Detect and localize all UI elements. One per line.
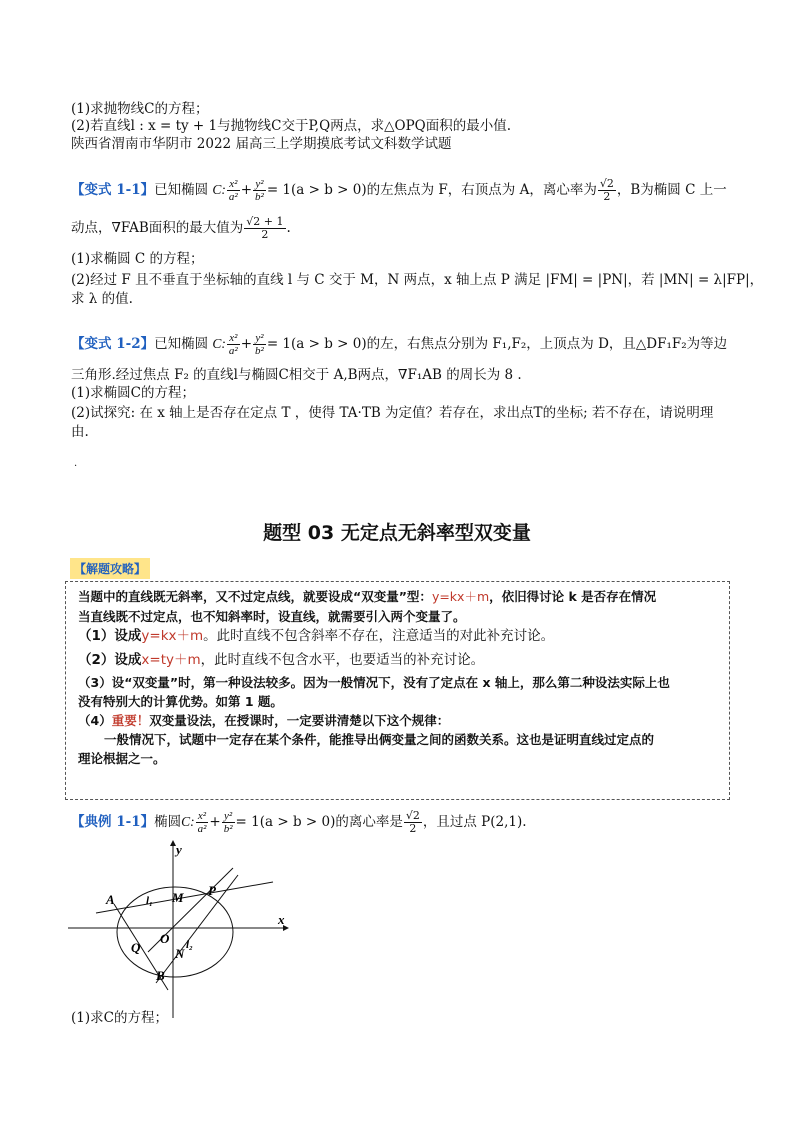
plus: + — [240, 182, 253, 198]
text: (a > b > 0)的左焦点为 F，右顶点为 A，离心率为 — [291, 182, 597, 198]
den: 2 — [261, 228, 269, 241]
label-l1: l₁ — [146, 895, 153, 907]
variation-1-2-line2: 三角形.经过焦点 F₂ 的直线l与椭圆C相交于 A,B两点，∇F₁AB 的周长为 8 . — [71, 367, 522, 383]
fraction-y2-b2 — [222, 810, 235, 835]
tips-line-5: （3）设“双变量”时，第一种设法较多。因为一般情况下，没有了定点在 x 轴上，那么第二种设法实际上也 — [78, 675, 670, 690]
num: y² — [253, 178, 266, 191]
label-q: Q — [131, 940, 141, 955]
example-1-1 — [71, 810, 527, 835]
num: y² — [222, 810, 235, 823]
math-c: C: — [212, 336, 226, 351]
num: √2 + 1 — [246, 215, 284, 228]
num: x² — [227, 332, 240, 345]
tips-line-8: 一般情况下，试题中一定存在某个条件，能推导出俩变量之间的函数关系。这也是证明直线过定点的 — [104, 732, 655, 747]
plus: + — [240, 336, 253, 352]
variation-1-2-q1: (1)求椭圆C的方程； — [71, 385, 195, 401]
formula: y=kx＋m — [141, 628, 204, 644]
den: a² — [228, 191, 238, 203]
variation-1-2-q2: (2)试探究: 在 x 轴上是否存在定点 T ，使得 TA·TB 为定值？若存在，求出点T的坐标; 若不存在，请说明理 — [71, 405, 714, 421]
tips-line-9: 理论根据之一。 — [78, 751, 166, 766]
tips-line-2: 当直线既不过定点，也不知斜率时，设直线，就需要引入两个变量了。 — [78, 609, 466, 624]
formula: x=ty＋m — [141, 652, 201, 668]
text: 。此时直线不包含斜率不存在，注意适当的对此补充讨论。 — [203, 628, 555, 644]
text: 动点，∇FAB面积的最大值为 — [71, 220, 244, 236]
eq: = 1 — [266, 182, 292, 198]
math-c: C: — [212, 182, 226, 197]
text: （2）设成 — [78, 652, 142, 668]
tips-line-4 — [78, 652, 484, 669]
tips-line-3 — [78, 628, 554, 645]
fraction-y2-b2 — [253, 332, 266, 357]
den: 2 — [603, 190, 611, 203]
example-tag: 【典例 1-1】 — [71, 814, 155, 830]
text: (a > b > 0)的左，右焦点分别为 F₁,F₂，上顶点为 D，且△DF₁F₂为等边 — [291, 336, 728, 352]
text: . — [286, 220, 291, 236]
label-y: y — [176, 842, 182, 857]
fraction-y2-b2 — [253, 178, 266, 203]
den: a² — [197, 823, 207, 835]
variation-1-1-q2: (2)经过 F 且不垂直于坐标轴的直线 l 与 C 交于 M，N 两点，x 轴上点 P 满足 |FM| = |PN|，若 |MN| = λ|FP|， — [71, 272, 764, 288]
variation-tag: 【变式 1-2】 — [71, 336, 155, 352]
top-question-1: (1)求抛物线C的方程； — [71, 101, 209, 117]
variation-tag: 【变式 1-1】 — [71, 182, 155, 198]
source-line: 陕西省渭南市华阴市 2022 届高三上学期摸底考试文科数学试题 — [71, 136, 452, 152]
label-p: P — [208, 883, 216, 898]
num: y² — [253, 332, 266, 345]
fraction-x2-a2 — [227, 332, 240, 357]
fraction-sqrt2-2 — [598, 178, 616, 203]
eq: = 1 — [266, 336, 292, 352]
label-o: O — [160, 931, 170, 946]
fraction-sqrt2-2 — [404, 810, 422, 835]
text: 已知椭圆 — [154, 182, 209, 198]
label-l2: l₂ — [186, 939, 193, 951]
variation-1-1-q2b: 求 λ 的值. — [71, 291, 133, 307]
text: 已知椭圆 — [154, 336, 209, 352]
label-x: x — [278, 912, 285, 927]
variation-1-2-line1 — [71, 332, 727, 357]
label-a: A — [106, 892, 115, 907]
formula: y=kx＋m — [431, 589, 490, 604]
label-m: M — [172, 890, 184, 905]
bottom-question-1: (1)求C的方程； — [71, 1010, 168, 1026]
variation-1-1-line2 — [71, 216, 291, 241]
text: (a > b > 0)的离心率是 — [259, 814, 403, 830]
text: （1）设成 — [78, 628, 142, 644]
text: （4） — [78, 713, 112, 728]
num: x² — [227, 178, 240, 191]
num: √2 — [405, 809, 420, 822]
num: √2 — [599, 177, 614, 190]
variation-1-1-line1 — [71, 178, 727, 203]
math-c: C: — [181, 814, 195, 829]
important: 重要！ — [111, 713, 150, 728]
line-l1 — [96, 882, 273, 913]
variation-1-2-q2b: 由. — [71, 424, 89, 440]
fraction-sqrt2p1-2 — [244, 216, 285, 241]
text: 椭圆 — [154, 814, 182, 830]
text: ，B为椭圆 C 上一 — [616, 182, 727, 198]
text: 当题中的直线既无斜率，又不过定点线，就要设成“双变量”型： — [78, 589, 432, 604]
den: b² — [255, 345, 264, 357]
line-l2 — [156, 875, 238, 983]
num: x² — [196, 810, 209, 823]
plus: + — [209, 814, 221, 830]
ellipse-figure — [68, 840, 298, 1020]
text: ，依旧得讨论 k 是否存在情况 — [489, 589, 657, 604]
den: b² — [255, 191, 264, 203]
text: 双变量设法，在授课时，一定要讲清楚以下这个规律： — [149, 713, 450, 728]
den: 2 — [409, 822, 417, 835]
section-heading: 题型 03 无定点无斜率型双变量 — [263, 522, 531, 544]
tips-line-7 — [78, 712, 449, 729]
eq: = 1 — [235, 814, 260, 830]
text: ，此时直线不包含水平，也要适当的补充讨论。 — [200, 652, 485, 668]
den: b² — [223, 823, 233, 835]
label-n: N — [175, 946, 185, 961]
stray-dot: . — [74, 458, 78, 469]
fraction-x2-a2 — [227, 178, 240, 203]
top-question-2: (2)若直线l : x = ty + 1与抛物线C交于P,Q两点，求△OPQ面积的最小值. — [71, 118, 512, 134]
text: ，且过点 P(2,1). — [422, 814, 527, 830]
tips-line-6: 没有特别大的计算优势。如第 1 题。 — [78, 694, 283, 709]
tips-line-1 — [78, 588, 656, 605]
fraction-x2-a2 — [196, 810, 209, 835]
tips-label: 【解题攻略】 — [70, 558, 150, 579]
den: a² — [228, 345, 238, 357]
label-b: B — [156, 968, 165, 983]
variation-1-1-q1: (1)求椭圆 C 的方程； — [71, 251, 204, 267]
